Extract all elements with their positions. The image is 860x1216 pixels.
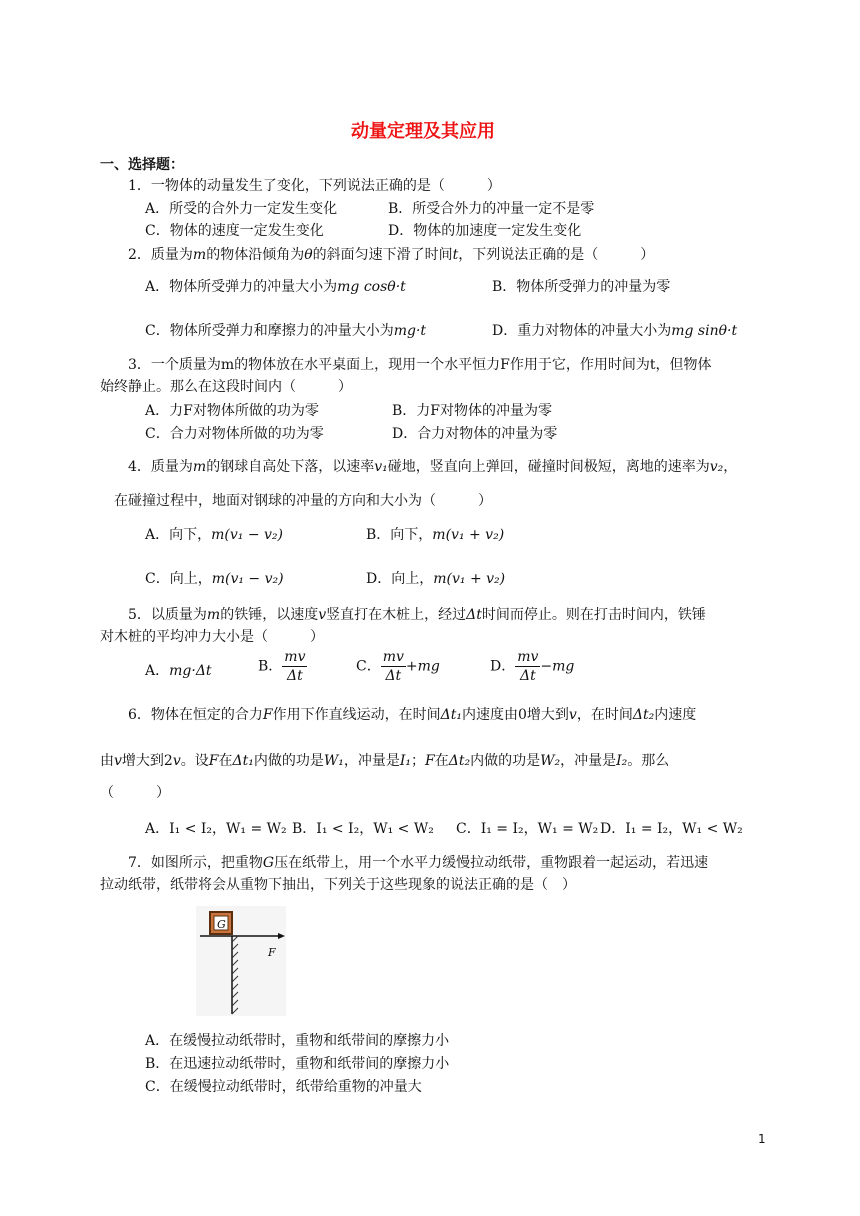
- q6-option-c: C．I₁ = I₂，W₁ = W₂: [456, 821, 599, 837]
- q5-option-b: B． $\frac{mv}{\Delta t}$: [258, 649, 306, 684]
- q4-stem-line1: 4．质量为m的钢球自高处下落，以速率v₁碰地，竖直向上弹回，碰撞时间极短，离地的速率为v₂，: [128, 459, 738, 475]
- q5-d-fraction: $\frac{mv}{\Delta t}$: [517, 649, 539, 684]
- q2-option-d: D．重力对物体的冲量大小为mg sinθ·t: [492, 323, 738, 339]
- q2-option-a: A．物体所受弹力的冲量大小为mg cosθ·t: [145, 279, 406, 295]
- q7-option-b: B．在迅速拉动纸带时，重物和纸带间的摩擦力小: [145, 1056, 450, 1072]
- q2-stem: 2．质量为m的物体沿倾角为θ的斜面匀速下滑了时间t，下列说法正确的是（ ）: [128, 247, 655, 263]
- q3-option-c: C．合力对物体所做的功为零: [145, 426, 324, 442]
- q6-option-b: B．I₁ < I₂，W₁ < W₂: [292, 821, 434, 837]
- q7-stem-line1: 7．如图所示，把重物G压在纸带上，用一个水平力缓慢拉动纸带，重物跟着一起运动，若迅速: [128, 855, 709, 871]
- q1-option-a: A．所受的合外力一定发生变化: [145, 201, 338, 217]
- q6-stem-line3: （ ）: [100, 785, 170, 801]
- q1-option-c: C．物体的速度一定发生变化: [145, 223, 324, 239]
- q5-option-d: D． $\frac{mv}{\Delta t}$ −mg: [490, 649, 575, 684]
- block-g-label: G: [217, 918, 226, 931]
- q1-option-d: D．物体的加速度一定发生变化: [388, 223, 582, 239]
- q3-option-b: B．力F对物体的冲量为零: [392, 403, 553, 419]
- q2-option-c: C．物体所受弹力和摩擦力的冲量大小为mg·t: [145, 323, 427, 339]
- q6-option-a: A．I₁ < I₂，W₁ = W₂: [145, 821, 287, 837]
- q5-b-fraction: $\frac{mv}{\Delta t}$: [284, 649, 306, 684]
- q6-option-d: D．I₁ = I₂，W₁ < W₂: [600, 821, 743, 837]
- section-heading: 一、选择题：: [100, 157, 184, 173]
- q4-option-c: C．向上，m(v₁ − v₂): [145, 571, 284, 587]
- q7-option-a: A．在缓慢拉动纸带时，重物和纸带间的摩擦力小: [145, 1033, 450, 1049]
- page-number: 1: [758, 1132, 766, 1146]
- q4-stem-line2: 在碰撞过程中，地面对钢球的冲量的方向和大小为（ ）: [114, 493, 492, 509]
- q5-stem-line2: 对木桩的平均冲力大小是（ ）: [100, 629, 324, 645]
- q3-option-d: D．合力对物体的冲量为零: [392, 426, 558, 442]
- q1-option-b: B．所受合外力的冲量一定不是零: [388, 201, 595, 217]
- q5-option-c: C． $\frac{mv}{\Delta t}$ +mg: [356, 649, 440, 684]
- q1-stem: 1．一物体的动量发生了变化，下列说法正确的是（ ）: [128, 178, 501, 194]
- q7-option-c: C．在缓慢拉动纸带时，纸带给重物的冲量大: [145, 1079, 422, 1095]
- q7-stem-line2: 拉动纸带，纸带将会从重物下抽出，下列关于这些现象的说法正确的是（ ）: [100, 877, 576, 893]
- q6-stem-line2: 由v增大到2v。设F在Δt₁内做的功是W₁，冲量是I₁；F在Δt₂内做的功是W₂，冲量是I₂。那么: [100, 753, 670, 769]
- q3-option-a: A．力F对物体所做的功为零: [145, 403, 319, 419]
- q5-c-fraction: $\frac{mv}{\Delta t}$: [382, 649, 404, 684]
- q3-stem-line2: 始终静止。那么在这段时间内（ ）: [100, 379, 352, 395]
- q4-option-b: B．向下，m(v₁ + v₂): [366, 527, 505, 543]
- q7-figure: [196, 906, 286, 1016]
- q4-option-a: A．向下，m(v₁ − v₂): [145, 527, 283, 543]
- q2-option-b: B．物体所受弹力的冲量为零: [492, 279, 671, 295]
- page-title: 动量定理及其应用: [351, 121, 495, 142]
- q3-stem-line1: 3．一个质量为m的物体放在水平桌面上，现用一个水平恒力F作用于它，作用时间为t，但物体: [128, 357, 712, 373]
- q5-option-a: A．mg·Δt: [145, 663, 212, 679]
- q6-stem-line1: 6．物体在恒定的合力F作用下作直线运动，在时间Δt₁内速度由0增大到v，在时间Δt₂内速度: [128, 707, 697, 723]
- q4-option-d: D．向上，m(v₁ + v₂): [366, 571, 506, 587]
- force-label: F: [268, 946, 276, 959]
- q5-stem-line1: 5．以质量为m的铁锤，以速度v竖直打在木桩上，经过Δt时间而停止。则在打击时间内，铁锤: [128, 607, 706, 623]
